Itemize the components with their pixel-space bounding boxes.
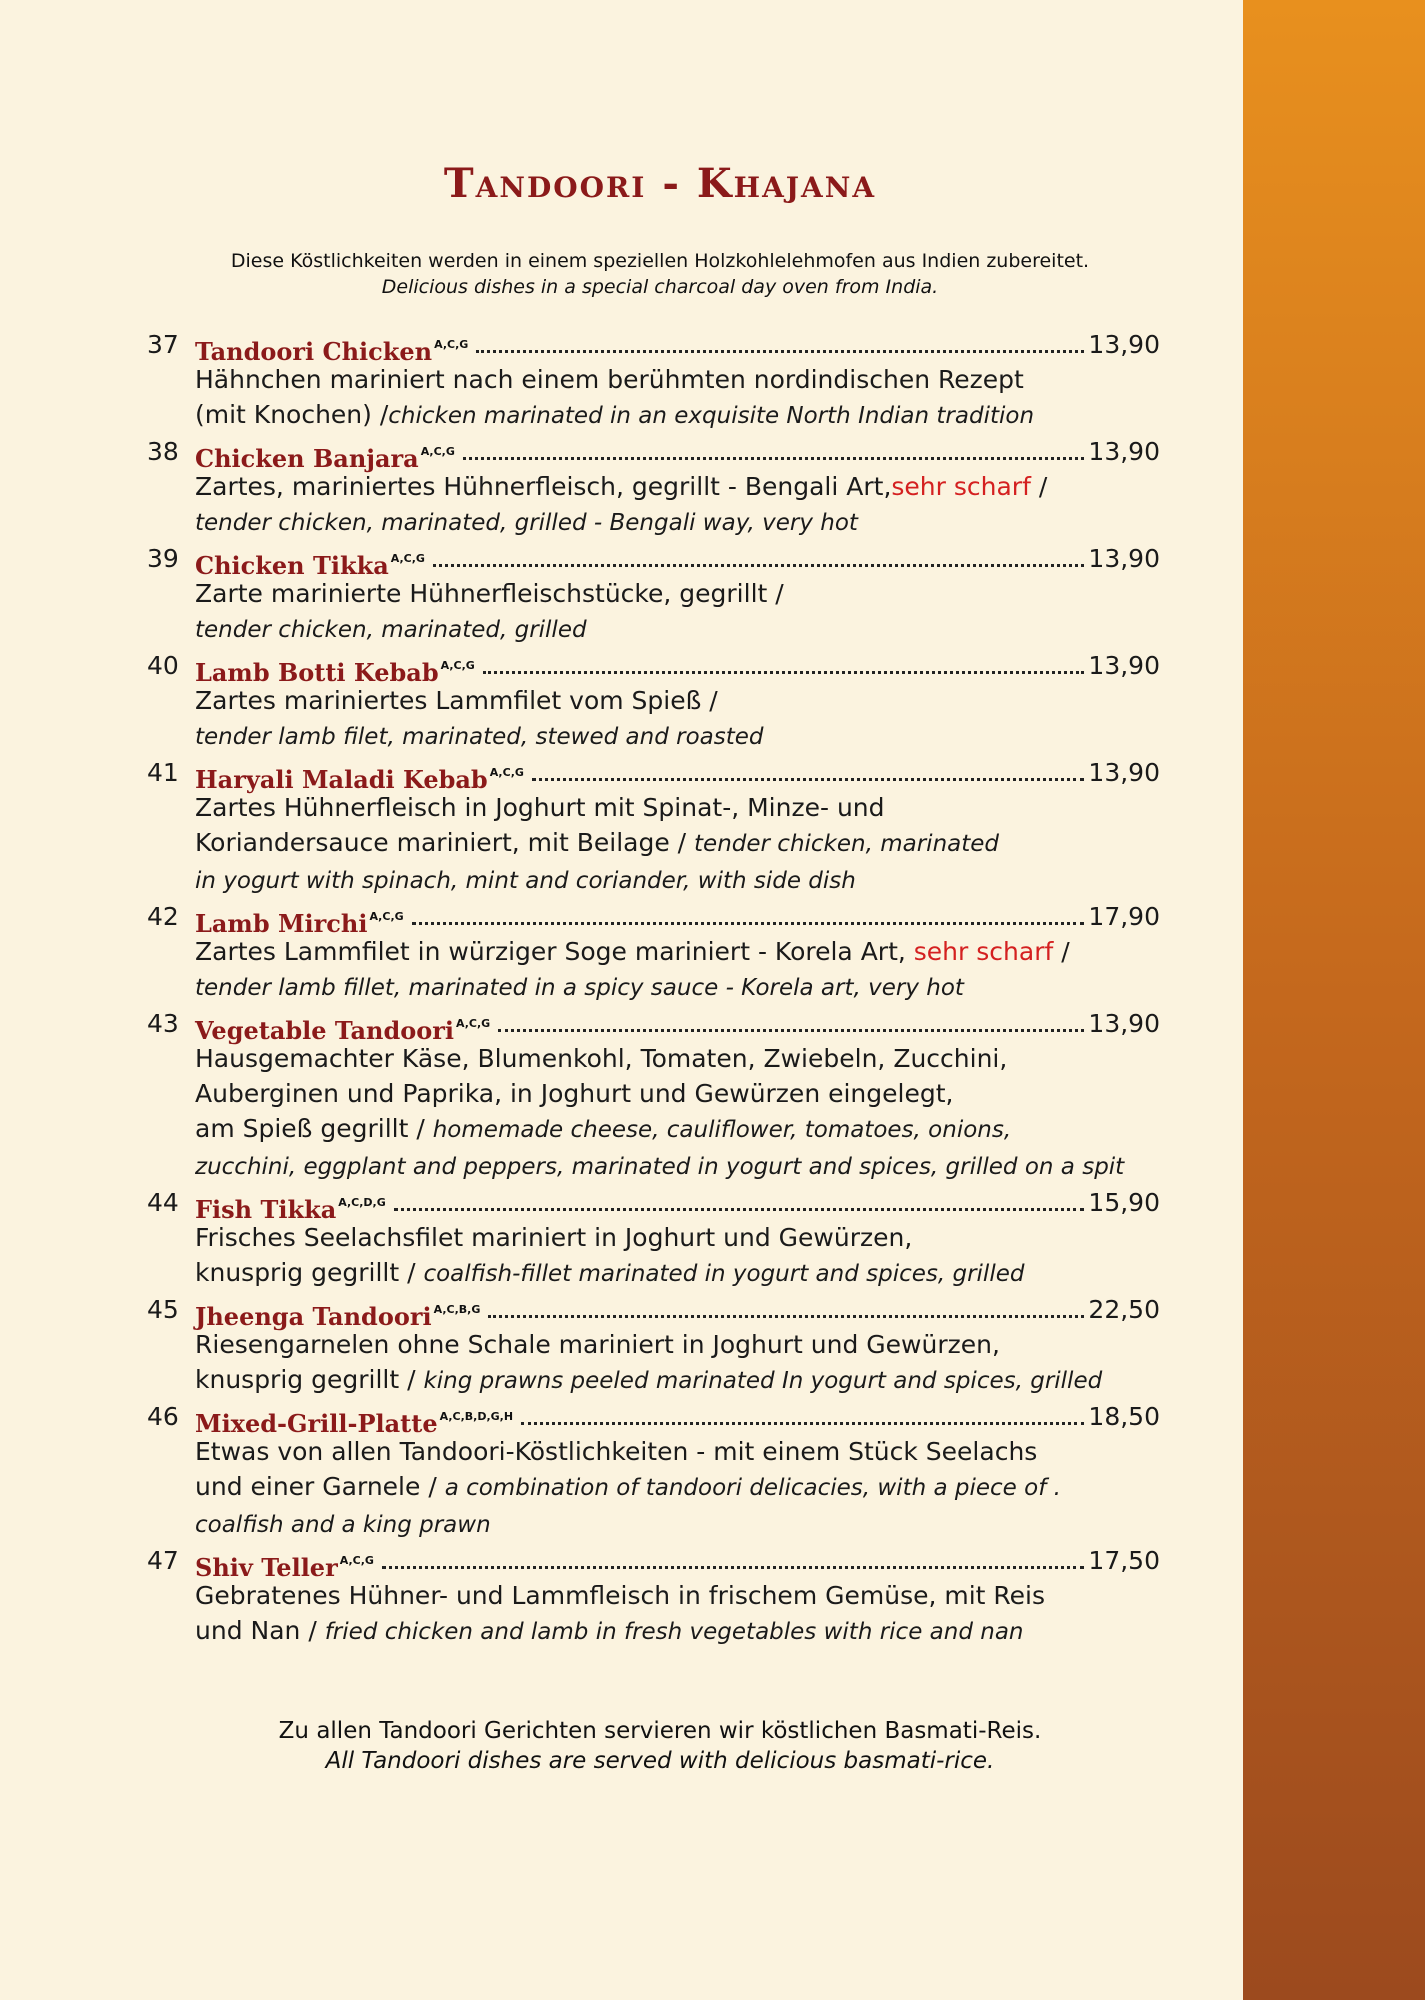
menu-item-header — [147, 1292, 1160, 1331]
english-text: king prawns peeled marinated In yogurt and spices, grilled — [423, 1368, 1103, 1394]
item-price: 13,90 — [1088, 330, 1160, 359]
german-text: und Nan / — [195, 1616, 325, 1645]
dot-leader — [382, 1566, 1085, 1569]
item-description — [147, 1434, 1160, 1543]
intro-german: Diese Köstlichkeiten werden in einem speziellen Holzkohlelehmofen aus Indien zubereitet. — [230, 250, 1090, 272]
page-title: Tandoori - Khajana — [443, 160, 877, 207]
item-name: Jheenga Tandoori — [195, 1302, 432, 1331]
dot-leader — [521, 1422, 1084, 1425]
german-text: knusprig gegrillt / — [195, 1258, 424, 1287]
item-number: 42 — [147, 902, 179, 931]
item-name: Lamb Botti Kebab — [195, 658, 439, 687]
german-text: Riesengarnelen ohne Schale mariniert in Joghurt und Gewürzen, — [195, 1330, 1000, 1359]
item-price: 17,50 — [1088, 1546, 1160, 1575]
german-text: Auberginen und Paprika, in Joghurt und Gewürzen eingelegt, — [195, 1079, 954, 1108]
item-name: Haryali Maladi Kebab — [195, 765, 488, 794]
item-name: Shiv Teller — [195, 1553, 338, 1582]
item-number: 47 — [147, 1546, 179, 1575]
item-number: 41 — [147, 758, 179, 787]
menu-item-header — [147, 1543, 1160, 1582]
german-text: Zartes, mariniertes Hühnerfleisch, gegrillt - Bengali Art, — [195, 472, 892, 501]
item-name: Chicken Tikka — [195, 551, 389, 580]
german-text: / — [1030, 472, 1048, 501]
german-text: Zartes Lammfilet in würziger Soge mariniert - Korela Art, — [195, 937, 914, 966]
item-number: 39 — [147, 544, 179, 573]
item-price: 13,90 — [1088, 651, 1160, 680]
dot-leader — [476, 350, 1084, 353]
menu-item-header — [147, 755, 1160, 794]
item-number: 46 — [147, 1402, 179, 1431]
item-name: Mixed-Grill-Platte — [195, 1409, 438, 1438]
menu-item-header — [147, 434, 1160, 473]
dot-leader — [463, 457, 1085, 460]
german-text: Koriandersauce mariniert, mit Beilage / — [195, 828, 695, 857]
item-allergens: A,C,G — [339, 1554, 374, 1567]
item-name: Lamb Mirchi — [195, 909, 368, 938]
item-price: 13,90 — [1088, 1009, 1160, 1038]
menu-item — [147, 434, 1160, 541]
item-price: 17,90 — [1088, 902, 1160, 931]
english-text: tender lamb fillet, marinated in a spicy sauce - Korela art, very hot — [195, 975, 964, 1001]
description-line — [195, 1362, 1160, 1399]
spicy-label: sehr scharf — [891, 472, 1031, 501]
item-name: Vegetable Tandoori — [195, 1016, 455, 1045]
item-allergens: A,C,G — [420, 445, 455, 458]
description-line — [195, 825, 1160, 862]
item-price: 15,90 — [1088, 1188, 1160, 1217]
german-text: Hausgemachter Käse, Blumenkohl, Tomaten, Zwiebeln, Zucchini, — [195, 1044, 1008, 1073]
description-line — [195, 718, 1160, 755]
decorative-side-bar — [1243, 0, 1425, 2000]
menu-list — [147, 327, 1160, 1650]
item-description — [147, 576, 1160, 648]
english-text: tender chicken, marinated, grilled - Bengali way, very hot — [195, 510, 858, 536]
menu-item-header — [147, 327, 1160, 366]
description-line — [195, 1613, 1160, 1650]
item-allergens: A,C,B,G — [433, 1303, 481, 1316]
english-text: fried chicken and lamb in fresh vegetables with rice and nan — [324, 1619, 1024, 1645]
item-number: 40 — [147, 651, 179, 680]
german-text: Hähnchen mariniert nach einem berühmten nordindischen Rezept — [195, 365, 1024, 394]
dot-leader — [433, 564, 1084, 567]
item-price: 13,90 — [1088, 437, 1160, 466]
item-description — [147, 683, 1160, 755]
description-line — [195, 504, 1160, 541]
item-number: 45 — [147, 1295, 179, 1324]
item-name-wrap — [195, 755, 524, 797]
item-name-wrap — [195, 1006, 490, 1048]
description-line — [195, 862, 1160, 899]
item-name: Chicken Banjara — [195, 444, 419, 473]
english-text: coalfish and a king prawn — [195, 1512, 491, 1538]
description-line — [195, 1111, 1160, 1148]
english-text: homemade cheese, cauliflower, tomatoes, onions, — [432, 1117, 1012, 1143]
english-text: chicken marinated in an exquisite North Indian tradition — [388, 403, 1035, 429]
german-text: (mit Knochen) / — [195, 400, 389, 429]
german-text: am Spieß gegrillt / — [195, 1114, 433, 1143]
german-text: Frisches Seelachsfilet mariniert in Joghurt und Gewürzen, — [195, 1223, 913, 1252]
item-name-wrap — [195, 899, 404, 941]
menu-item-header — [147, 1006, 1160, 1045]
item-name-wrap — [195, 1292, 480, 1334]
menu-item-header — [147, 1399, 1160, 1438]
item-price: 13,90 — [1088, 544, 1160, 573]
menu-item-header — [147, 648, 1160, 687]
footer-english: All Tandoori dishes are served with delicious basmati-rice. — [325, 1748, 995, 1774]
item-name-wrap — [195, 327, 468, 369]
description-line — [195, 1076, 1160, 1111]
description-line — [195, 397, 1160, 434]
german-text: / — [1053, 937, 1070, 966]
description-line — [195, 1255, 1160, 1292]
dot-leader — [394, 1208, 1085, 1211]
menu-item-header — [147, 541, 1160, 580]
item-number: 43 — [147, 1009, 179, 1038]
item-allergens: A,C,G — [369, 910, 404, 923]
german-text: Zartes mariniertes Lammfilet vom Spieß / — [195, 686, 718, 715]
item-description — [147, 790, 1160, 899]
item-name: Tandoori Chicken — [195, 337, 433, 366]
item-price: 13,90 — [1088, 758, 1160, 787]
item-name-wrap — [195, 541, 425, 583]
item-allergens: A,C,G — [434, 338, 469, 351]
item-allergens: A,C,B,D,G,H — [439, 1410, 514, 1423]
german-text: Zartes Hühnerfleisch in Joghurt mit Spinat-, Minze- und — [195, 793, 885, 822]
description-line — [195, 969, 1160, 1006]
english-text: a combination of tandoori delicacies, with a piece of . — [444, 1475, 1061, 1501]
german-text: Etwas von allen Tandoori-Köstlichkeiten - mit einem Stück Seelachs — [195, 1437, 1038, 1466]
description-line — [195, 611, 1160, 648]
item-allergens: A,C,D,G — [338, 1196, 386, 1209]
description-line — [195, 1506, 1160, 1543]
menu-item-header — [147, 899, 1160, 938]
item-allergens: A,C,G — [440, 659, 475, 672]
english-text: in yogurt with spinach, mint and coriander, with side dish — [195, 868, 856, 894]
item-price: 18,50 — [1088, 1402, 1160, 1431]
item-description — [147, 469, 1160, 541]
item-name-wrap — [195, 1185, 386, 1227]
item-description — [147, 934, 1160, 1006]
dot-leader — [532, 778, 1085, 781]
description-line — [195, 1469, 1160, 1506]
item-allergens: A,C,G — [390, 552, 425, 565]
german-text: Zarte marinierte Hühnerfleischstücke, gegrillt / — [195, 579, 784, 608]
menu-item — [147, 541, 1160, 648]
menu-item — [147, 1292, 1160, 1399]
item-name: Fish Tikka — [195, 1195, 337, 1224]
menu-item-header — [147, 1185, 1160, 1224]
item-name-wrap — [195, 1543, 374, 1585]
dot-leader — [483, 671, 1085, 674]
item-description — [147, 362, 1160, 434]
item-description — [147, 1041, 1160, 1185]
item-description — [147, 1220, 1160, 1292]
menu-item — [147, 1543, 1160, 1650]
item-number: 44 — [147, 1188, 179, 1217]
footer-german: Zu allen Tandoori Gerichten servieren wir köstlichen Basmati-Reis. — [278, 1718, 1042, 1744]
intro-english: Delicious dishes in a special charcoal day oven from India. — [381, 276, 939, 298]
english-text: tender chicken, marinated — [694, 831, 1000, 857]
english-text: coalfish-fillet marinated in yogurt and spices, grilled — [423, 1261, 1025, 1287]
menu-item — [147, 1006, 1160, 1185]
menu-item — [147, 755, 1160, 899]
description-line — [195, 1148, 1160, 1185]
item-number: 37 — [147, 330, 179, 359]
dot-leader — [412, 922, 1085, 925]
german-text: knusprig gegrillt / — [195, 1365, 424, 1394]
menu-item — [147, 327, 1160, 434]
menu-item — [147, 1185, 1160, 1292]
english-text: zucchini, eggplant and peppers, marinated in yogurt and spices, grilled on a spit — [195, 1154, 1125, 1180]
spicy-label: sehr scharf — [913, 937, 1054, 966]
item-number: 38 — [147, 437, 179, 466]
menu-item — [147, 1399, 1160, 1543]
item-allergens: A,C,G — [456, 1017, 491, 1030]
item-description — [147, 1327, 1160, 1399]
item-description — [147, 1578, 1160, 1650]
item-name-wrap — [195, 434, 455, 476]
english-text: tender chicken, marinated, grilled — [195, 617, 587, 643]
item-name-wrap — [195, 648, 475, 690]
menu-item — [147, 648, 1160, 755]
german-text: und einer Garnele / — [195, 1472, 445, 1501]
menu-item — [147, 899, 1160, 1006]
dot-leader — [488, 1315, 1084, 1318]
dot-leader — [498, 1029, 1084, 1032]
english-text: tender lamb filet, marinated, stewed and roasted — [195, 724, 764, 750]
item-allergens: A,C,G — [489, 766, 524, 779]
item-name-wrap — [195, 1399, 513, 1441]
item-price: 22,50 — [1088, 1295, 1160, 1324]
german-text: Gebratenes Hühner- und Lammfleisch in frischem Gemüse, mit Reis — [195, 1581, 1046, 1610]
